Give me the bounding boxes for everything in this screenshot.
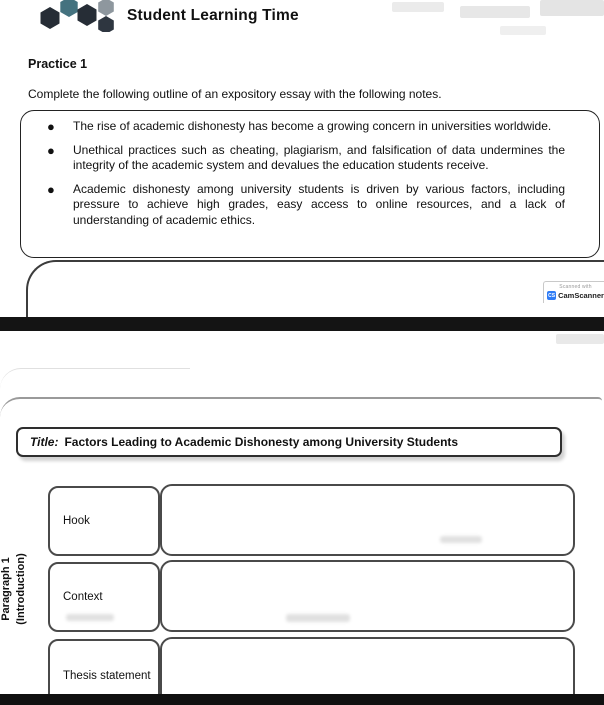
scan-bottom-bar — [0, 694, 604, 705]
context-label-box — [48, 562, 160, 632]
camscanner-badge-name: CamScanner — [558, 291, 604, 300]
scan-artifact — [540, 0, 604, 16]
paragraph-type: (Introduction) — [15, 553, 27, 625]
title-label: Title: — [30, 435, 59, 449]
note-item — [47, 143, 565, 174]
note-item — [47, 182, 565, 229]
camscanner-icon: CS — [548, 292, 556, 299]
hook-label: Hook — [63, 514, 90, 527]
bullet-icon: ● — [47, 142, 55, 158]
scan-divider-bar — [0, 317, 604, 331]
notes-box — [20, 110, 600, 258]
hexagon-cluster-logo-icon — [36, 0, 122, 32]
note-text: Unethical practices such as cheating, plagiarism, and falsification of data undermines the integrity of the academic system and devalues the education students receive. — [73, 142, 565, 172]
context-label: Context — [63, 590, 103, 603]
scan-artifact — [392, 2, 444, 12]
thesis-label: Thesis statement — [63, 670, 151, 682]
next-box-edge — [26, 260, 604, 319]
scan-artifact — [460, 6, 530, 18]
camscanner-badge — [543, 281, 604, 303]
paragraph-side-label — [0, 499, 37, 679]
scan-artifact — [500, 26, 546, 35]
scan-artifact — [556, 334, 604, 344]
title-value: Factors Leading to Academic Dishonesty among University Students — [64, 435, 459, 449]
ink-bleed-smudge — [440, 536, 482, 543]
instruction-text: Complete the following outline of an expository essay with the following notes. — [28, 87, 442, 101]
page-title: Student Learning Time — [127, 7, 299, 24]
camscanner-badge-row — [546, 291, 604, 300]
note-text: The rise of academic dishonesty has become a growing concern in universities worldwide. — [73, 119, 552, 133]
practice-heading: Practice 1 — [28, 57, 88, 71]
context-answer-box — [160, 560, 575, 632]
camscanner-badge-subtext: Scanned with — [559, 284, 592, 290]
essay-title-box — [16, 427, 562, 457]
ink-bleed-smudge — [66, 614, 114, 621]
ink-bleed-smudge — [286, 614, 350, 622]
note-item — [47, 119, 565, 135]
scan-page-edge-faint — [0, 368, 190, 389]
hook-label-box — [48, 486, 160, 556]
note-text: Academic dishonesty among university students is driven by various factors, including pressure to achieve high grades, easy access to online resources, and a lack of understanding of academic ethics. — [73, 181, 565, 227]
hook-answer-box — [160, 484, 575, 556]
bullet-icon: ● — [47, 181, 55, 197]
paragraph-number: Paragraph 1 — [0, 557, 12, 621]
bullet-icon: ● — [47, 119, 55, 134]
